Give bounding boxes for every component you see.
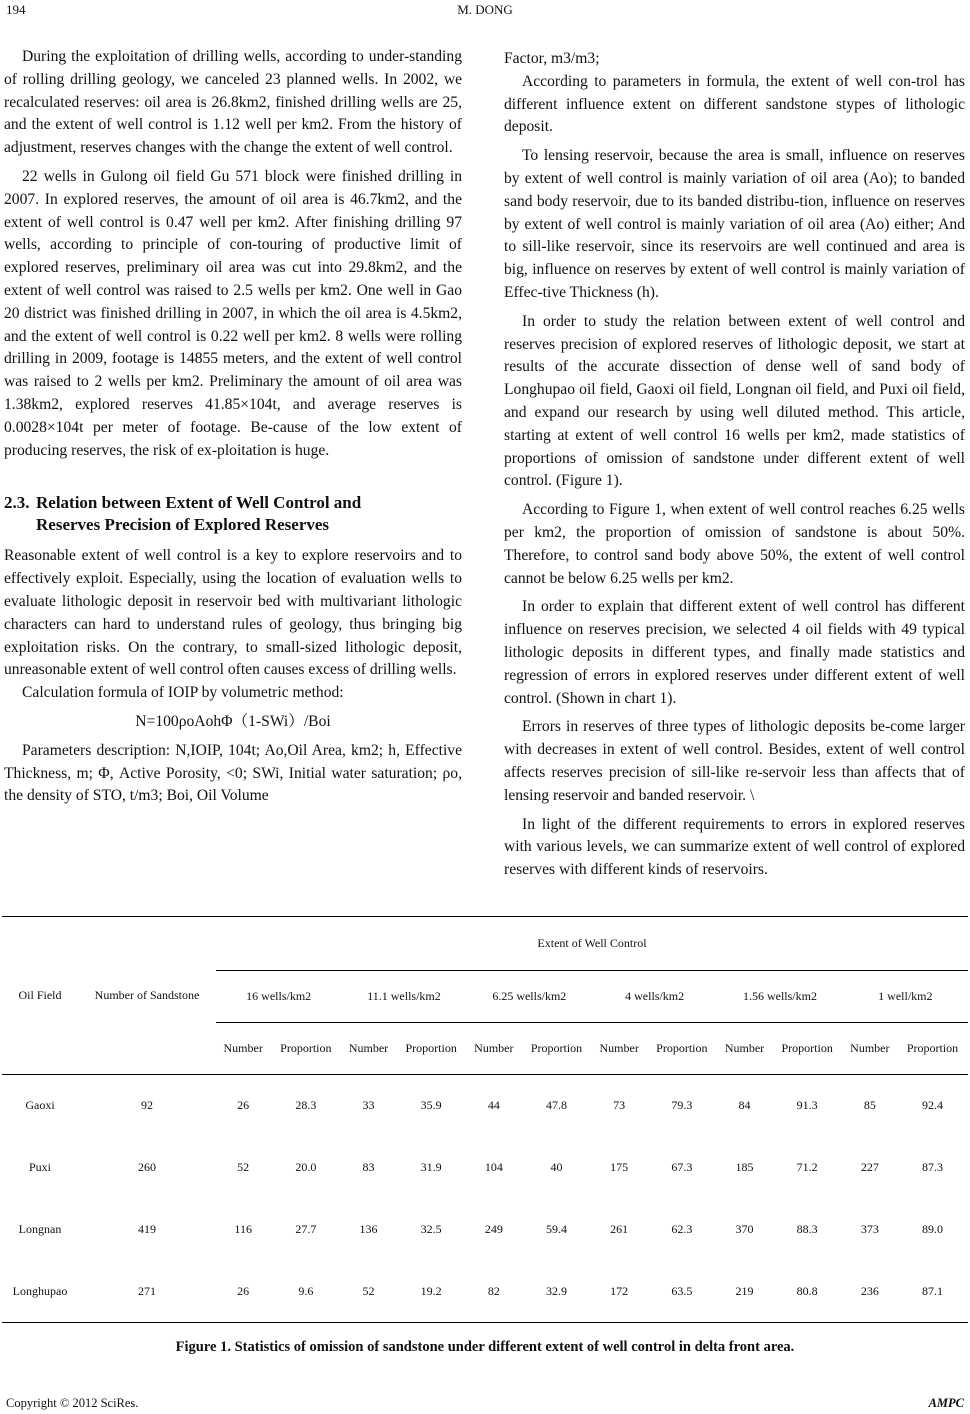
- cell-proportion: 59.4: [546, 1222, 567, 1236]
- paragraph: Factor, m3/m3;: [504, 50, 600, 67]
- cell-proportion: 19.2: [420, 1283, 442, 1298]
- cell-number: 73: [613, 1098, 626, 1113]
- cell-number: 44: [487, 1098, 500, 1113]
- cell-number: 172: [610, 1283, 629, 1298]
- header-extent-4: 1.56 wells/km2: [717, 971, 842, 1023]
- section-number: 2.3.: [4, 493, 30, 513]
- cell-sandstone: 419: [138, 1222, 156, 1236]
- cell-proportion: 9.6: [298, 1283, 314, 1298]
- header-number-of-sandstone: Number of Sandstone: [94, 988, 200, 1002]
- cell-proportion: 87.1: [922, 1283, 943, 1298]
- cell-sandstone: 260: [138, 1160, 156, 1174]
- header-extent-of-well-control: Extent of Well Control: [216, 917, 968, 971]
- cell-proportion: 62.3: [671, 1222, 693, 1236]
- cell-number: 52: [362, 1283, 375, 1298]
- header-extent-1: 11.1 wells/km2: [341, 971, 466, 1023]
- cell-proportion: 87.3: [922, 1160, 943, 1174]
- section-heading: [4, 492, 462, 536]
- cell-number: 26: [237, 1283, 250, 1298]
- header-extent-2: 6.25 wells/km2: [467, 971, 592, 1023]
- cell-proportion: 20.0: [295, 1160, 317, 1174]
- paragraph: Calculation formula of IOIP by volumetric method:: [22, 684, 344, 702]
- left-column: [4, 46, 462, 808]
- cell-number: 26: [237, 1098, 250, 1113]
- paragraph: Parameters description: N,IOIP, 104t; Ao,Oil Area, km2; h, Effective Thickness, m; Φ, Active Porosity, <0; SWi, Initial water saturation; ρo, the density of STO, t/m3; Boi, Oil Volume: [4, 741, 462, 805]
- table-body: [2, 1075, 968, 1323]
- paragraph: To lensing reservoir, because the area is small, influence on reserves by extent of well control is mainly variation of oil area (Ao); to banded sand body reservoir, due to its banded distribu-tion, influence on reserves by extent of well control is mainly variation of oil area (Ao) either; And to sill-like reservoir, since its reservoirs are well continued and area is big, influence on reserves by extent of well control is mainly variation of Effec-tive Thickness (h).: [504, 147, 965, 301]
- cell-number: 33: [362, 1098, 375, 1113]
- figure-caption: Figure 1. Statistics of omission of sandstone under different extent of well control in delta front area.: [175, 1339, 795, 1355]
- paragraph: In light of the different requirements to errors in explored reserves with various levels, we can summarize extent of well control of explored reserves with different kinds of reservoirs.: [504, 815, 965, 879]
- cell-number: 249: [484, 1222, 503, 1236]
- cell-oil-field: Gaoxi: [25, 1098, 55, 1113]
- cell-sandstone: 271: [138, 1283, 156, 1298]
- header-extent-3: 4 wells/km2: [592, 971, 717, 1023]
- journal-abbrev: AMPC: [928, 1396, 964, 1410]
- section-title-line1: Relation between Extent of Well Control and: [36, 493, 362, 513]
- paragraph: In order to explain that different extent of well control has different influence on reserves precision, we selected 4 oil fields with 49 typical lithologic deposits in different types, and finally made statistics and regression of errors in explored reserves under different extent of well control. (Shown in chart 1).: [504, 598, 965, 707]
- cell-number: 227: [860, 1160, 879, 1174]
- cell-proportion: 63.5: [671, 1283, 693, 1298]
- cell-number: 370: [735, 1222, 754, 1236]
- cell-number: 82: [487, 1283, 500, 1298]
- statistics-table-wrapper: [0, 916, 970, 1323]
- header-extent-0: 16 wells/km2: [216, 971, 341, 1023]
- cell-proportion: 35.9: [420, 1098, 442, 1113]
- paragraph: According to Figure 1, when extent of well control reaches 6.25 wells per km2, the proportion of omission of sandstone is about 50%. Therefore, to control sand body above 50%, the extent of well control cannot be below 6.25 wells per km2.: [504, 501, 965, 587]
- cell-oil-field: Puxi: [28, 1160, 51, 1174]
- paragraph: In order to study the relation between extent of well control and reserves precision of explored reserves of lithologic deposit, we start at results of the accurate dissection of dense well of sand body of Longhupao oil field, Gaoxi oil field, Longnan oil field, and Puxi oil field, and expand our research by using well diluted method. This article, starting at extent of well control 16 wells per km2, made statistics of proportions of omission of sandstone under different extent of well control. (Figure 1).: [504, 312, 965, 490]
- cell-proportion: 88.3: [796, 1222, 818, 1236]
- subheader-proportion: Proportion: [280, 1041, 332, 1055]
- cell-number: 136: [359, 1222, 378, 1236]
- cell-number: 85: [863, 1098, 876, 1113]
- subheader-number: Number: [850, 1041, 890, 1055]
- cell-oil-field: Longnan: [18, 1222, 62, 1236]
- cell-number: 236: [860, 1283, 879, 1298]
- cell-proportion: 89.0: [922, 1222, 943, 1236]
- cell-proportion: 91.3: [796, 1098, 818, 1113]
- cell-number: 116: [234, 1222, 252, 1236]
- paragraph: According to parameters in formula, the extent of well con-trol has different influence extent on different sandstone stypes of lithologic deposit.: [504, 72, 965, 136]
- subheader-number: Number: [724, 1041, 765, 1055]
- paragraph: 22 wells in Gulong oil field Gu 571 block were finished drilling in 2007. In explored reserves, the amount of oil area is 46.7km2, and the extent of well control is 0.47 well per km2. After finishing drilling 97 wells, according to principle of con-touring of productive limit of explored reserves, preliminary oil area was cut into 29.8km2, and the extent of well control was raised to 2.5 wells per km2. One well in Gao 20 district was finished drilling in 2007, in which the oil area is 4.5km2, and the extent of well control is 0.22 well per km2. 8 wells were rolling drilling in 2009, footage is 14855 meters, and the extent of well control was raised to 2 wells per km2. Preliminary the amount of oil area was 1.38km2, explored reserves 41.85×104t, and average reserves is 0.0028×104t per meter of footage. Be-cause of the low extent of producing reserves, the risk of ex-ploitation is huge.: [4, 167, 462, 459]
- subheader-proportion: Proportion: [656, 1041, 708, 1055]
- cell-proportion: 28.3: [295, 1098, 317, 1113]
- subheader-proportion: Proportion: [405, 1041, 457, 1055]
- cell-proportion: 27.7: [295, 1222, 317, 1236]
- subheader-number: Number: [223, 1041, 263, 1055]
- page-number: 194: [6, 2, 26, 17]
- statistics-table: [2, 916, 968, 1323]
- subheader-proportion: Proportion: [781, 1041, 833, 1055]
- cell-number: 83: [362, 1160, 375, 1174]
- cell-number: 84: [738, 1098, 751, 1113]
- cell-number: 185: [735, 1160, 754, 1174]
- cell-number: 261: [610, 1222, 629, 1236]
- header-extent-5: 1 well/km2: [843, 971, 968, 1023]
- section-title-line2: Reserves Precision of Explored Reserves: [36, 515, 330, 535]
- subheader-number: Number: [474, 1041, 514, 1055]
- cell-number: 52: [237, 1160, 250, 1174]
- cell-proportion: 32.5: [420, 1222, 442, 1236]
- table-row: [2, 1075, 968, 1137]
- right-column: [504, 48, 965, 882]
- subheader-proportion: Proportion: [906, 1041, 959, 1055]
- cell-proportion: 32.9: [546, 1283, 567, 1298]
- cell-number: 373: [860, 1222, 879, 1236]
- cell-number: 175: [610, 1160, 629, 1174]
- cell-oil-field: Longhupao: [12, 1283, 68, 1298]
- table-row: [2, 1199, 968, 1261]
- table-row: [2, 1261, 968, 1323]
- cell-proportion: 79.3: [671, 1098, 693, 1113]
- cell-proportion: 92.4: [922, 1098, 943, 1113]
- subheader-number: Number: [348, 1041, 389, 1055]
- cell-proportion: 67.3: [671, 1160, 693, 1174]
- running-author: M. DONG: [457, 2, 513, 17]
- page-header: [0, 0, 970, 30]
- paragraph: Reasonable extent of well control is a key to explore reservoirs and to effectively exploit. Especially, using the location of evaluation wells to evaluate lithologic deposit in reservoir bed with multivariant lithologic characters can hard to understand rules of geology, thus bringing big exploitation risks. On the contrary, to small-sized lithologic deposit, unreasonable extent of well control often causes excess of drilling wells.: [4, 547, 462, 679]
- cell-number: 219: [735, 1283, 754, 1298]
- cell-proportion: 31.9: [420, 1160, 442, 1174]
- subheader-proportion: Proportion: [530, 1041, 583, 1055]
- cell-number: 104: [484, 1160, 503, 1174]
- header-oil-field: Oil Field: [18, 988, 62, 1002]
- cell-proportion: 80.8: [796, 1283, 818, 1298]
- subheader-number: Number: [599, 1041, 639, 1055]
- cell-proportion: 71.2: [796, 1160, 818, 1174]
- cell-proportion: 47.8: [546, 1098, 567, 1113]
- copyright-text: Copyright © 2012 SciRes.: [6, 1396, 139, 1410]
- paragraph: Errors in reserves of three types of lithologic deposits be-come larger with decreases in extent of well control. Besides, extent of well control affects reserves precision of sill-like re-servoir less than affects that of lensing reservoir and banded reservoir. \: [504, 718, 965, 804]
- formula: N=100ρoAohΦ（1-SWi）/Boi: [135, 712, 331, 730]
- cell-proportion: 40: [550, 1160, 563, 1174]
- table-row: [2, 1137, 968, 1199]
- paragraph: During the exploitation of drilling wells, according to under-standing of rolling drilling geology, we canceled 23 planned wells. In 2002, we recalculated reserves: oil area is 26.8km2, finished drilling wells are 25, and the extent of well control is 1.12 well per km2. From the history of adjustment, reserves changes with the change the extent of well control.: [4, 48, 462, 157]
- cell-sandstone: 92: [141, 1098, 153, 1113]
